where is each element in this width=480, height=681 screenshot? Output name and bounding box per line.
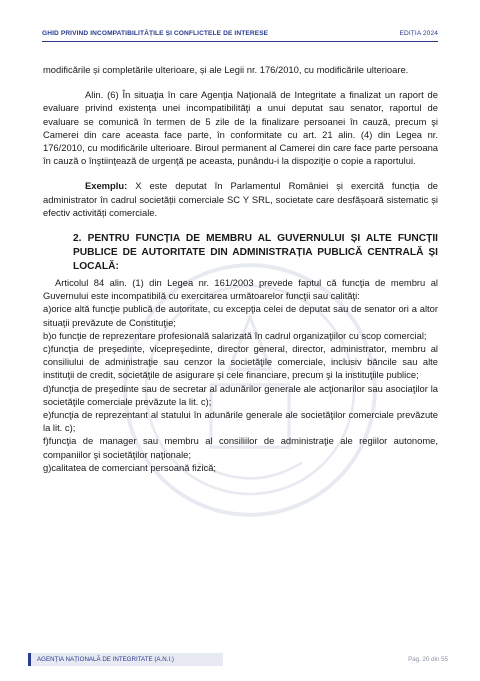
list-item-e: e)funcţia de reprezentant al statului în adunările generale ale societăţilor comerciale prevăzute la lit. c); (43, 409, 438, 434)
page-footer (28, 651, 452, 667)
paragraph-alin6: Alin. (6) În situaţia în care Agenţia Naţională de Integritate a finalizat un raport de evaluare privind existenţa unei incompatibilităţi a unui deputat sau senator, raportul de evaluare se comunică în termen de 5 zile de la finalizare persoanei în cauză, precum şi Camerei din care aceasta face parte, în conformitate cu art. 21 alin. (4) din Legea nr. 176/2010, cu modificările ulterioare. Biroul permanent al Camerei din care face parte persoana în cauză o înştiinţează de urgenţă pe aceasta, punându-i la dispoziţie o copie a raportului. (43, 89, 438, 167)
example-text: X este deputat în Parlamentul României și exercită funcția de administrator în cadrul societății comerciale SC Y SRL, societate care desfășoară sistematic și efectiv activități comerciale. (43, 180, 438, 218)
page-header (42, 30, 438, 37)
page-content (43, 63, 438, 474)
example-label: Exemplu: (85, 180, 128, 192)
footer-agency: AGENȚIA NAȚIONALĂ DE INTEGRITATE (A.N.I.) (28, 653, 223, 666)
list-item-d: d)funcţia de preşedinte sau de secretar al adunărilor generale ale acţionarilor sau asociaţilor la societăţile comerciale prevăzute la lit. c); (43, 382, 438, 407)
header-title: GHID PRIVIND INCOMPATIBILITĂȚILE ȘI CONFLICTELE DE INTERESE (42, 30, 269, 37)
list-item-b: b)o funcţie de reprezentare profesională salarizată în cadrul organizaţiilor cu scop comercial; (43, 329, 427, 341)
article-intro: Articolul 84 alin. (1) din Legea nr. 161/2003 prevede faptul că funcţia de membru al Guvernului este incompatibilă cu exercitarea următoarelor funcţii sau calităţi: (43, 277, 438, 302)
list-item-f: f)funcţia de manager sau membru al consiliilor de administraţie ale regiilor autonome, companiilor şi societăţilor naţionale; (43, 435, 438, 460)
section-heading: 2. PENTRU FUNCȚIA DE MEMBRU AL GUVERNULUI ȘI ALTE FUNCȚII PUBLICE DE AUTORITATE DIN ADMINISTRAȚIA PUBLICĂ CENTRALĂ ȘI LOCALĂ: (73, 233, 438, 273)
list-item-c: c)funcţia de preşedinte, vicepreşedinte, director general, director, administrator, membru al consiliului de administraţie sau cenzor la societăţile comerciale, inclusiv băncile sau alte instituţii de credit, societăţile de asigurare şi cele financiare, precum şi la instituţiile publice; (43, 343, 438, 381)
page-number: Pag. 20 din 55 (408, 655, 448, 663)
example-paragraph (43, 179, 438, 219)
list-item-a: a)orice altă funcţie publică de autoritate, cu excepţia celei de deputat sau de senator ori a altor situaţii prevăzute de Constituţie; (43, 303, 438, 328)
paragraph-continuation: modificările și completările ulterioare, și ale Legii nr. 176/2010, cu modificările ulterioare. (43, 64, 409, 75)
list-item-g: g)calitatea de comerciant persoană fizică; (43, 461, 217, 473)
header-divider (42, 41, 438, 42)
header-edition: EDIȚIA 2024 (399, 30, 438, 37)
